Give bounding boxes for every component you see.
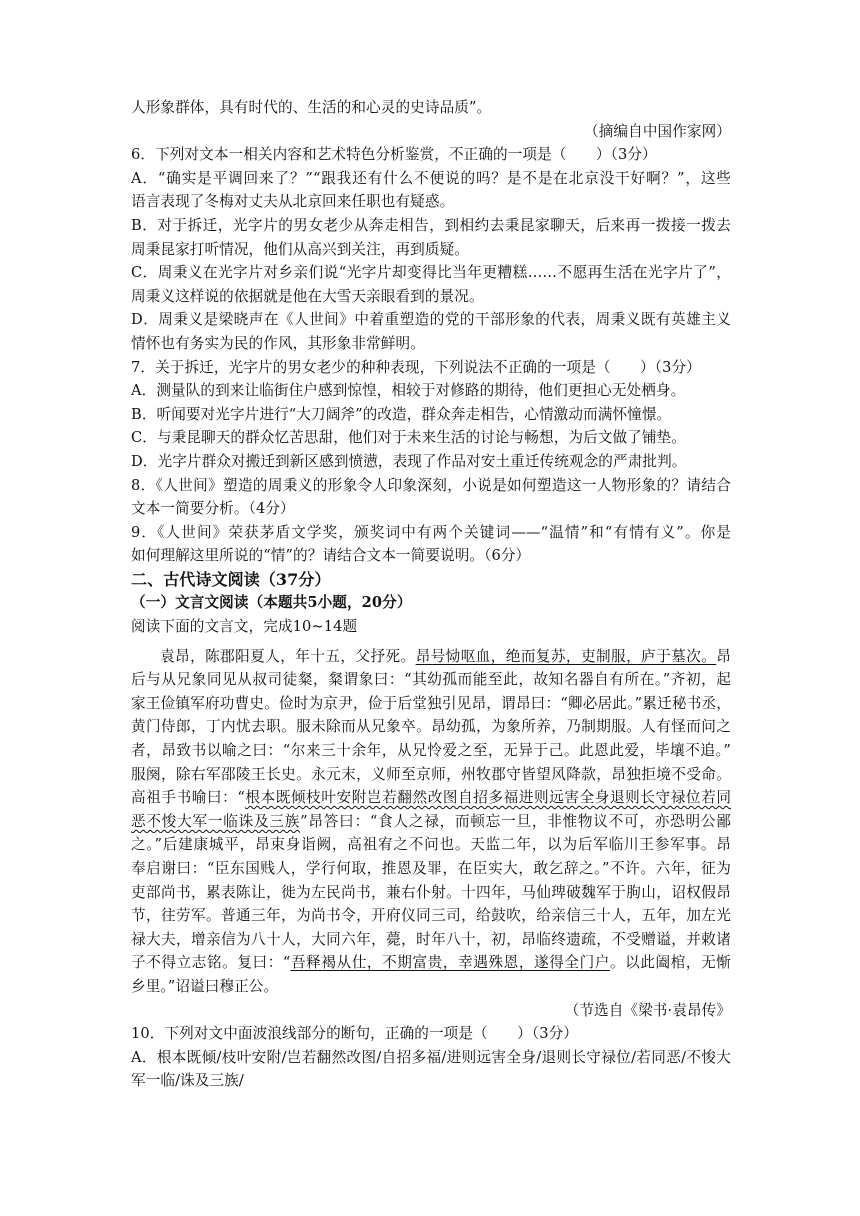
question-10-option-a-cont: 军一临/诛及三族/	[131, 1072, 244, 1090]
question-7-option-c: C．与秉昆聊天的群众忆苦思甜，他们对于未来生活的讨论与畅想，为后文做了铺垫。	[131, 429, 686, 447]
question-8-cont: 文本一简要分析。（4分）	[131, 500, 295, 518]
question-6-option-b: B．对于拆迁，光字片的男女老少从奔走相告，到相约去秉昆家聊天，后来再一拨接一拨去	[131, 216, 731, 234]
subsection-heading: （一）文言文阅读（本题共5小题，20分）	[131, 594, 412, 612]
passage-line: 袁昂，陈郡阳夏人，年十五，父抒死。昂号恸呕血，绝而复苏，吏制服，庐于墓次。昂	[160, 647, 731, 665]
text-line: 人形象群体，具有时代的、生活的和心灵的史诗品质”。	[131, 99, 492, 116]
passage-line: 者，昂致书以喻之曰：“尔来三十余年，从兄怜爱之至，无异于己。此恩此爱，毕壤不追。”	[131, 742, 731, 760]
question-6-option-c-cont: 周秉义这样说的依据就是他在大雪天亲眼看到的景况。	[131, 287, 484, 305]
passage-line: 黄门侍郎，丁内忧去职。服未除而从兄象卒。昂幼孤，为象所养，乃制期服。人有怪而问之	[131, 718, 731, 736]
question-6-option-c: C．周秉义在光字片对乡亲们说“光字片却变得比当年更糟糕……不愿再生活在光字片了”，	[131, 264, 731, 282]
passage-intro: 阅读下面的文言文，完成10~14题	[131, 618, 358, 636]
question-10-option-a: A．根本既倾/枝叶安附/岂若翻然改图/自招多福/进则远害全身/退则长守禄位/若同恶/不悛大	[131, 1048, 731, 1066]
passage-line: 后与从兄象同见从叔司徒粲，粲谓象曰：“其幼孤而能至此，故知名器自有所在。”齐初，起	[131, 671, 731, 689]
underlined-text: 吾释褐从仕，不期富贵，幸遇殊恩，遂得全门户	[290, 954, 610, 972]
document-page	[131, 96, 731, 1093]
wavy-underlined-text: 恶不悛大军一临诛及三族	[131, 812, 301, 830]
passage-line: 吏部尚书，累表陈让，徙为左民尚书，兼右仆射。十四年，马仙琕破魏军于朐山，诏权假昂	[131, 883, 731, 901]
source-citation: （节选自《梁书·袁昂传》	[564, 1001, 731, 1019]
passage-line: 之。”后建康城平，昂束身诣阙，高祖宥之不问也。天监二年，以为后军临川王参军事。昂	[131, 836, 731, 854]
passage-line: 节，往劳军。普通三年，为尚书令，开府仪同三司，给鼓吹，给亲信三十人，五年，加左光	[131, 907, 731, 925]
passage-line: 乡里。”诏谥曰穆正公。	[131, 977, 279, 995]
question-6: 6．下列对文本一相关内容和艺术特色分析鉴赏，不正确的一项是（ ）（3分）	[131, 146, 657, 164]
passage-line: 恶不悛大军一临诛及三族”昂答曰：“食人之禄，而顿忘一旦，非惟物议不可，亦恐明公鄙	[131, 812, 731, 830]
question-7-option-d: D．光字片群众对搬迁到新区感到愤懑，表现了作品对安土重迁传统观念的严肃批判。	[131, 452, 687, 470]
question-6-option-a: A．“确实是平调回来了？”“跟我还有什么不便说的吗？是不是在北京没干好啊？”，这些	[131, 169, 731, 187]
passage-line: 服阕，除右军邵陵王长史。永元末，义师至京师，州牧郡守皆望风降款，昂独拒境不受命。	[131, 765, 731, 783]
question-9: 9．《人世间》荣获茅盾文学奖，颁奖词中有两个关键词——“温情”和“有情有义”。你是	[131, 523, 731, 541]
underlined-text: 昂号恸呕血，绝而复苏，吏制服，庐于墓次。	[415, 647, 717, 665]
passage-line: 子不得立志铭。复曰：“吾释褐从仕，不期富贵，幸遇殊恩，遂得全门户。以此阖棺，无惭	[131, 954, 731, 972]
question-6-option-d: D．周秉义是梁晓声在《人世间》中着重塑造的党的干部形象的代表，周秉义既有英雄主义	[131, 311, 731, 329]
passage-line: 高祖手书喻曰：“根本既倾枝叶安附岂若翻然改图自招多福进则远害全身退则长守禄位若同	[131, 789, 731, 807]
question-7-option-b: B．听闻要对光字片进行“大刀阔斧”的改造，群众奔走相告，心情激动而满怀憧憬。	[131, 405, 672, 423]
question-6-option-b-cont: 周秉昆家打听情况，他们从高兴到关注，再到质疑。	[131, 240, 469, 258]
source-citation: （摘编自中国作家网）	[584, 122, 731, 140]
question-10: 10．下列对文中面波浪线部分的断句，正确的一项是（ ）（3分）	[131, 1025, 578, 1043]
question-7-option-a: A．测量队的到来让临街住户感到惊惶，相较于对修路的期待，他们更担心无处栖身。	[131, 382, 686, 400]
question-6-option-a-cont: 语言表现了冬梅对丈夫从北京回来任职也有疑惑。	[131, 193, 455, 211]
wavy-underlined-text: 根本既倾枝叶安附岂若翻然改图自招多福进则远害全身退则长守禄位若同	[244, 789, 731, 807]
question-7: 7．关于拆迁，光字片的男女老少的种种表现，下列说法不正确的一项是（ ）（3分）	[131, 358, 701, 376]
question-6-option-d-cont: 情怀也有务实为民的作风，其形象非常鲜明。	[131, 334, 425, 352]
section-heading: 二、古代诗文阅读（37分）	[131, 569, 331, 589]
question-8: 8．《人世间》塑造的周秉义的形象令人印象深刻，小说是如何塑造这一人物形象的？请结合	[131, 476, 731, 494]
passage-line: 奉启谢曰：“臣东国贱人，学行何取，推恩及罪，在臣实大，敢乞辞之。”不许。六年，征为	[131, 860, 731, 877]
passage-line: 禄大夫，增亲信为八十人，大同六年，薨，时年八十，初，昂临终遗疏，不受赠谥，并敕诸	[131, 930, 731, 948]
question-9-cont: 如何理解这里所说的“情”的？请结合文本一简要说明。（6分）	[131, 547, 531, 565]
passage-line: 家王俭镇军府功曹史。俭时为京尹，俭于后堂独引见昂，谓昂曰：“卿必居此。”累迁秘书丞，	[131, 694, 731, 712]
